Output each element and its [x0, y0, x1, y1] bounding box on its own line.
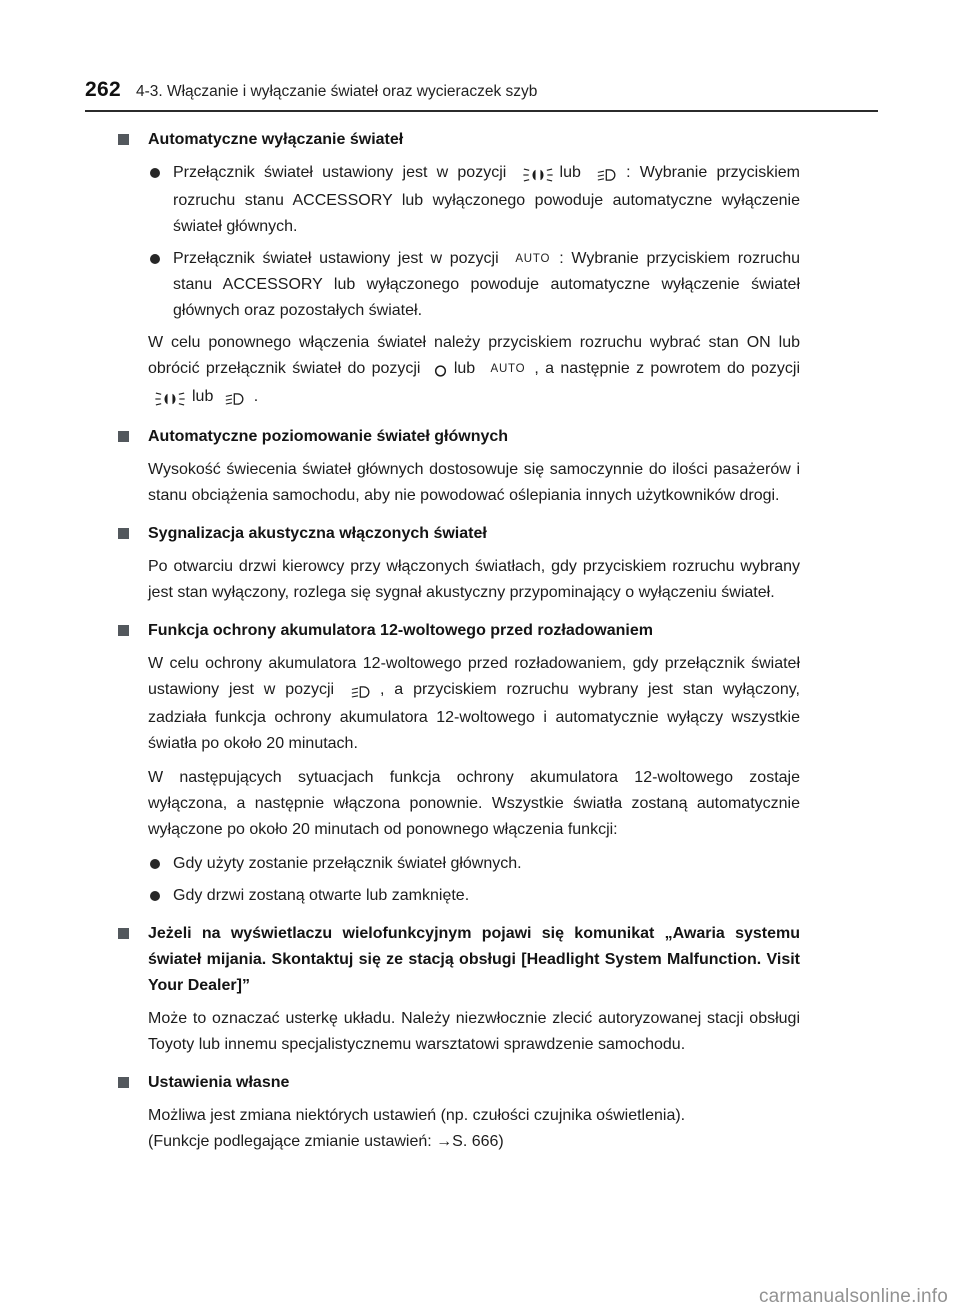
square-bullet-icon	[118, 134, 129, 145]
chapter-title: 4-3. Włączanie i wyłączanie świateł oraz wycieraczek szyb	[135, 83, 538, 100]
taillight-icon	[516, 162, 560, 188]
section-heading-text: Funkcja ochrony akumulatora 12-woltowego przed rozładowaniem	[148, 622, 653, 639]
paragraph: W celu ochrony akumulatora 12-woltowego przed rozładowaniem, gdy przełącznik świateł ustawiony jest w pozycji , a przyciskiem rozruchu wybrany jest stan wyłączony, zadziała funkcja ochrony akumulatora 12-woltowego i automatycznie wyłączy wszystkie światła po około 20 minutach.	[148, 655, 800, 752]
circle-bullet-icon	[150, 859, 160, 869]
paragraph: Może to oznaczać usterkę układu. Należy niezwłocznie zlecić autoryzowanej stacji obsługi Toyoty lub innemu specjalistycznemu warsztatowi sprawdzenie samochodu.	[148, 1010, 800, 1053]
bullet-item	[150, 851, 800, 877]
circle-bullet-icon	[150, 168, 160, 178]
auto-icon: AUTO	[490, 363, 526, 375]
paragraph: Po otwarciu drzwi kierowcy przy włączonych światłach, gdy przyciskiem rozruchu wybrany jest stan wyłączony, rozlega się sygnał akustyczny przypominający o wyłączeniu świateł.	[148, 558, 800, 601]
circle-bullet-icon	[150, 254, 160, 264]
manual-section	[118, 521, 800, 606]
circle-bullet-icon	[150, 891, 160, 901]
square-bullet-icon	[118, 928, 129, 939]
auto-icon: AUTO	[515, 253, 551, 265]
section-heading-text: Jeżeli na wyświetlaczu wielofunkcyjnym pojawi się komunikat „Awaria systemu świateł mijania. Skontaktuj się ze stacją obsługi [Headlight System Malfunction. Visit Your Dealer]”	[148, 925, 800, 994]
section-heading-text: Automatyczne wyłączanie świateł	[148, 131, 404, 148]
bullet-item	[150, 883, 800, 909]
bullet-item	[150, 246, 800, 324]
bullet-text: Przełącznik świateł ustawiony jest w pozycji AUTO : Wybranie przyciskiem rozruchu stanu ACCESSORY lub wyłączonego powoduje automatyczne wyłączenie świateł głównych oraz pozostałych świateł.	[173, 246, 800, 324]
manual-section	[118, 1070, 800, 1155]
section-heading	[118, 521, 800, 547]
bullet-text: Przełącznik świateł ustawiony jest w pozycji lub : Wybranie przyciskiem rozruchu stanu ACCESSORY lub wyłączonego powoduje automatyczne wyłączenie świateł głównych.	[173, 164, 801, 235]
section-heading	[118, 618, 800, 644]
section-heading-text: Sygnalizacja akustyczna włączonych świateł	[148, 525, 487, 542]
paragraph: Wysokość świecenia świateł głównych dostosowuje się samoczynnie do ilości pasażerów i stanu obciążenia samochodu, aby nie powodować oślepiania innych użytkowników drogi.	[148, 461, 800, 504]
manual-section	[118, 618, 800, 909]
paragraph: W celu ponownego włączenia świateł należy przyciskiem rozruchu wybrać stan ON lub obrócić przełącznik świateł do pozycji lub AUTO , a następnie z powrotem do pozycji lub .	[148, 330, 800, 412]
paragraph: Możliwa jest zmiana niektórych ustawień (np. czułości czujnika oświetlenia). (Funkcje podlegające zmianie ustawień: →S. 666)	[148, 1107, 686, 1150]
manual-section	[118, 921, 800, 1058]
watermark: carmanualsonline.info	[758, 1286, 948, 1307]
square-bullet-icon	[118, 528, 129, 539]
section-heading	[118, 424, 800, 450]
square-bullet-icon	[118, 625, 129, 636]
section-heading-text: Automatyczne poziomowanie świateł głównych	[148, 428, 509, 445]
page-content	[118, 127, 800, 1155]
square-bullet-icon	[118, 1077, 129, 1088]
headlight-icon	[590, 162, 626, 188]
header-rule	[85, 110, 878, 112]
taillight-icon	[148, 386, 192, 412]
section-heading-text: Ustawienia własne	[148, 1074, 290, 1091]
headlight-icon	[344, 679, 380, 705]
manual-section	[118, 127, 800, 412]
section-heading	[118, 127, 800, 153]
headlight-icon	[218, 386, 254, 412]
bullet-text: Gdy drzwi zostaną otwarte lub zamknięte.	[173, 887, 470, 904]
page-header	[85, 78, 882, 102]
bullet-text: Gdy użyty zostanie przełącznik świateł głównych.	[173, 855, 522, 872]
bullet-item	[150, 160, 800, 240]
off-position-icon	[427, 358, 454, 384]
square-bullet-icon	[118, 431, 129, 442]
page-number: 262	[85, 78, 121, 101]
section-heading	[118, 921, 800, 999]
paragraph: W następujących sytuacjach funkcja ochrony akumulatora 12-woltowego zostaje wyłączona, a następnie włączona ponownie. Wszystkie światła zostaną automatycznie wyłączone po około 20 minutach od ponownego włączenia funkcji:	[148, 769, 800, 838]
section-heading	[118, 1070, 800, 1096]
manual-section	[118, 424, 800, 509]
